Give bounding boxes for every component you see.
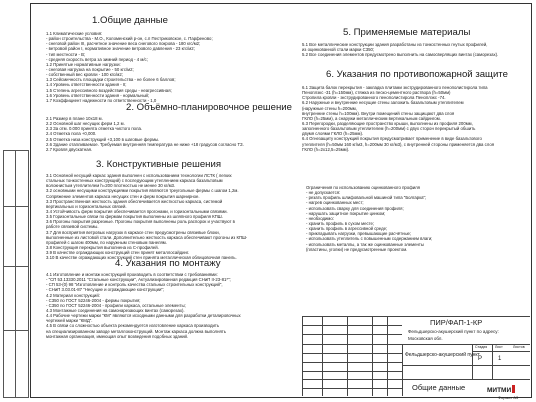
object-name: Фельдшерско-акушерский пункт по адресу:: [408, 329, 499, 334]
text-line: 3.1 Основной несущий каркас здания выполнен с использованием технологии ЛСТК ( легких: [46, 173, 232, 178]
text-line: 1.7 Коэффициент надежности по ответственности - 1,0: [46, 97, 157, 103]
text-line: (наружные стены h=200мм,: [302, 105, 357, 111]
text-line: 4.5 В связи со сложностью объекта рекомендуется изготовление каркаса производить: [46, 323, 220, 329]
text-line: 3.2 основными несущими конструкциями покрытия являются треугольные фермы с шагом 1,2м.: [46, 188, 239, 194]
text-line: 3.7 Для восприятия ветровых нагрузок в каркасе стен предусмотрены связевые блоки,: [46, 229, 220, 235]
text-line: 6.3 Перегородки, разделяющие пространство крыши, выполнены из профиля 200мм,: [302, 120, 473, 126]
text-line: - снеговой район III, расчетное значение веса снегового покрова - 180 кгс/м2;: [46, 41, 201, 47]
text-line: 3.4 Устойчивость ферм покрытия обеспечивается прогонами, и горизонтальными связями.: [46, 208, 228, 214]
section-structure-title: 3. Конструктивные решения: [96, 159, 222, 170]
text-line: 6.4 Огнезащиту конструкций покрытия предусматривает применение в виде базальтового: [302, 136, 482, 142]
text-line: ГКЛО (h=25мм), а снаружи металлическим вертикальным сайдингом.: [302, 115, 441, 121]
text-line: 2.4 Отметка пола +0,000.: [46, 131, 97, 137]
text-line: - собственный вес кровли - 100 кгс/м2;: [46, 72, 123, 78]
text-line: чертежей марки "КМД".: [46, 318, 93, 324]
text-line: 6.2 Наружные и внутренние несущие стены заложить базальтовым утеплителем: [302, 100, 464, 106]
text-line: - ветровой район I, нормативное значение ветрового давления - 23 кгс/м2;: [46, 46, 195, 52]
text-line: 2.1 Размер в плане 10х18 м.: [46, 116, 103, 121]
text-line: 4.2 Материал конструкций:: [46, 292, 100, 298]
text-line: - нарушать защитное покрытие цинком;: [306, 210, 386, 216]
text-line: Стропила кровли - экструдированного пенополистирола Пеноплэкс -74.: [302, 95, 446, 101]
text-line: вертикальных и горизонтальных связей.: [46, 203, 127, 209]
binder-margin-table: [0, 150, 30, 396]
text-line: 1.3 Сейсмичность площадки строительства - не более 6 баллов;: [46, 77, 176, 83]
text-line: Ограничения по использованию оцинкованного профиля: [306, 185, 420, 190]
building-name: Фельдшерско-акушерский пункт: [405, 352, 480, 358]
text-line: 3.8 Конструкция перекрытия выполнена из С-профилей.: [46, 244, 159, 250]
text-line: - С350 по ГОСТ 52246-2004 - фермы покрытия;: [46, 297, 141, 303]
text-line: монтажная организация, имеющая опыт возведения подобных зданий.: [46, 333, 189, 339]
project-code: ПИР/ФАП-1-КР: [430, 318, 483, 327]
text-line: 3.9 В качестве ограждающих конструкций стен принят металлосайдинг.: [46, 250, 190, 256]
text-line: - необходимо:: [306, 215, 334, 221]
text-line: 5.2 Все соединения элементов предусмотрено выполнить на самосверлящих винтах (саморезах).: [302, 52, 499, 58]
section-materials-title: 5. Применяемые материалы: [343, 27, 471, 38]
sheets-label: Листов: [513, 345, 525, 349]
section-assembly-text: [46, 272, 241, 339]
text-line: 3.3 Пространственная жесткость здания обеспечивается жесткостью каркаса, системой: [46, 198, 223, 204]
text-line: выполненные из листовой стали. Дополнительно жесткость каркаса обеспечивают прогоны из КПШ-: [46, 234, 248, 240]
text-line: утеплителя (h=50мм 160 кг/м3, h=200мм 30 кг/м3), с внутренней стороны применяется два слоя: [302, 141, 495, 147]
text-line: 3.10 В качестве ограждающих конструкций стен принята металлическая облицовочная панель.: [46, 255, 237, 261]
text-line: 2.6 Здание отапливаемое. Требуемая внутренняя температура не ниже +18 градусов согласно ТЗ.: [46, 141, 244, 147]
text-line: 1.1 Климатические условия:: [46, 31, 103, 36]
text-line: - СНиП 3.03.01-87 "Несущие и ограждающие конструкции";: [46, 287, 165, 293]
text-line: 1.6 Уровень ответственности здания - нормальный;: [46, 92, 150, 98]
object-address: Московская обл.: [408, 336, 443, 341]
text-line: - С350 по ГОСТ 52246-2004 - профили каркаса, остальные элементы;: [46, 302, 186, 308]
text-line: внутренние стены h=100мм). Внутри помещений стены защищают два слоя: [302, 110, 455, 116]
text-line: 2.3 За отм. 0.000 принята отметка чистого пола.: [46, 126, 143, 132]
text-line: - "СП 53.13330.2011 "Стальные конструкции", Актуализированная редакция СНиП II-23-81*";: [46, 277, 231, 283]
stage-label: Стадия: [475, 345, 488, 349]
text-line: на специализированном заводе металлоконструкций. Монтаж каркаса должна выполнять: [46, 328, 226, 334]
text-line: - снеговая нагрузка на покрытие - 50 кгс/м2;: [46, 66, 134, 72]
text-line: Сопряжение элементов каркаса несущих стен и ферм покрытия шарнирное.: [46, 193, 200, 199]
text-line: двумя слоями ГКЛО (h=25мм).: [302, 131, 364, 137]
text-line: - тип местности - В;: [46, 51, 86, 57]
text-line: 4.4 Рабочие чертежи марки "КМ" являются исходными данными для разработки деталировочных: [46, 313, 241, 319]
section-space-title: 2. Объёмно-планировочное решение: [126, 102, 292, 113]
text-line: 2.2 Основной шаг несущих ферм 1,2 м.: [46, 121, 125, 127]
text-line: из оцинкованной стали марки С350;: [302, 47, 375, 53]
text-line: 2.5 Отметка низа конструкций +3,100 в шаговые фермы.: [46, 136, 160, 142]
text-line: - резать профиль шлифовальной машиной типа "Болгарка";: [306, 195, 427, 201]
section-general-title: 1.Общие данные: [92, 15, 168, 26]
text-line: - использовать сварку для соединения профиля;: [306, 205, 404, 211]
text-line: волокнистым утеплителем h=200 плотностью не менее 30 кг/м3.: [46, 183, 176, 189]
text-line: 5.1 Все металлические конструкции здания разработаны из тонкостенных гнутых профилей,: [302, 42, 488, 47]
text-line: - средняя скорость ветра за зимний период - 4 м/с;: [46, 56, 148, 62]
text-line: 3.6 Прогоны покрытия разрезные. Прогоны покрытия выполнены роль распорок и участвуют в: [46, 219, 235, 225]
text-line: ГКЛО (h=2х12,5=25мм).: [302, 146, 350, 152]
text-line: 4.1 Изготовление и монтаж конструкций производить в соответствии с требованиями:: [46, 272, 218, 277]
section-assembly-title: 4. Указания по монтажу: [115, 258, 221, 269]
text-line: 6.1 Защита балок перекрытия - закладка плитами экструдированного пенополистирола типа: [302, 85, 488, 90]
text-line: (пластины, уголки) не предусмотренные проектом.: [306, 246, 408, 252]
text-line: работе связевой системы.: [46, 224, 99, 230]
company-logo-text: МИТМИ: [487, 387, 512, 394]
text-line: заполненного базальтовым утеплителем (h=200мм) с двух сторон перекрытый обшить: [302, 126, 476, 132]
text-line: 1.4 Уровень ответственности здания - II;: [46, 82, 127, 88]
text-line: 1.2 Принятые нормативные нагрузки:: [46, 61, 121, 67]
text-line: - использовать утеплитель с повышенным содержанием влаги;: [306, 236, 433, 242]
section-structure-text: [46, 173, 247, 260]
sheet-format: Формат А3: [498, 395, 519, 400]
text-line: 1.5 Степень агрессивного воздействия среды - неагрессивная;: [46, 87, 172, 93]
text-line: 3.5 Горизонтальные связи по фермам покрытия выполнены из шляпного профиля КПШ.: [46, 214, 223, 220]
text-line: - хранить профиль в сухом месте;: [306, 220, 375, 226]
section-general-text: [46, 31, 213, 103]
sheet-title: Общие данные: [412, 383, 466, 392]
text-line: - не допускается:: [306, 190, 341, 196]
text-line: Пеноплэкс -31 (h=150мм), стяжка из песко-цементного раствора (h=50мм): [302, 90, 451, 96]
text-line: - нагрев оцинкованных мест;: [306, 200, 364, 206]
text-line: стальных тонкостенных конструкций) с последующим утеплением каркаса базальтовым: [46, 178, 223, 184]
text-line: - использовать металлы, а так же оцинкованные элементы: [306, 241, 424, 247]
text-line: профилей с шагом 400мм, по наружным стеновым панелям.: [46, 239, 167, 245]
restrictions-text: [306, 185, 432, 252]
text-line: - район строительства - М.О., Коломенский р-он, с.п Пестриковское, с. Парфеново;: [46, 36, 213, 42]
section-fire-title: 6. Указания по противопожарной защите: [326, 69, 508, 80]
stage-value: Р: [478, 356, 483, 362]
text-line: - СП 53-(0) 98 "Изготовление и контроль качества стальных строительных конструкций",: [46, 282, 223, 288]
text-line: - прикладывать нагрузки, превышающие расчётные;: [306, 231, 412, 237]
text-line: 2.7 Кровля двускатная.: [46, 146, 93, 152]
section-space-text: [46, 116, 244, 152]
text-line: 4.3 Монтажные соединения на самонарезающих винтах (саморезах).: [46, 307, 185, 313]
text-line: - хранить профиль в агрессивной среде;: [306, 226, 388, 232]
section-materials-text: [302, 42, 498, 57]
sheet-label: Лист: [495, 345, 503, 349]
sheet-number: 1: [498, 356, 502, 362]
section-fire-text: [302, 85, 494, 152]
company-logo-icon: [486, 383, 516, 395]
